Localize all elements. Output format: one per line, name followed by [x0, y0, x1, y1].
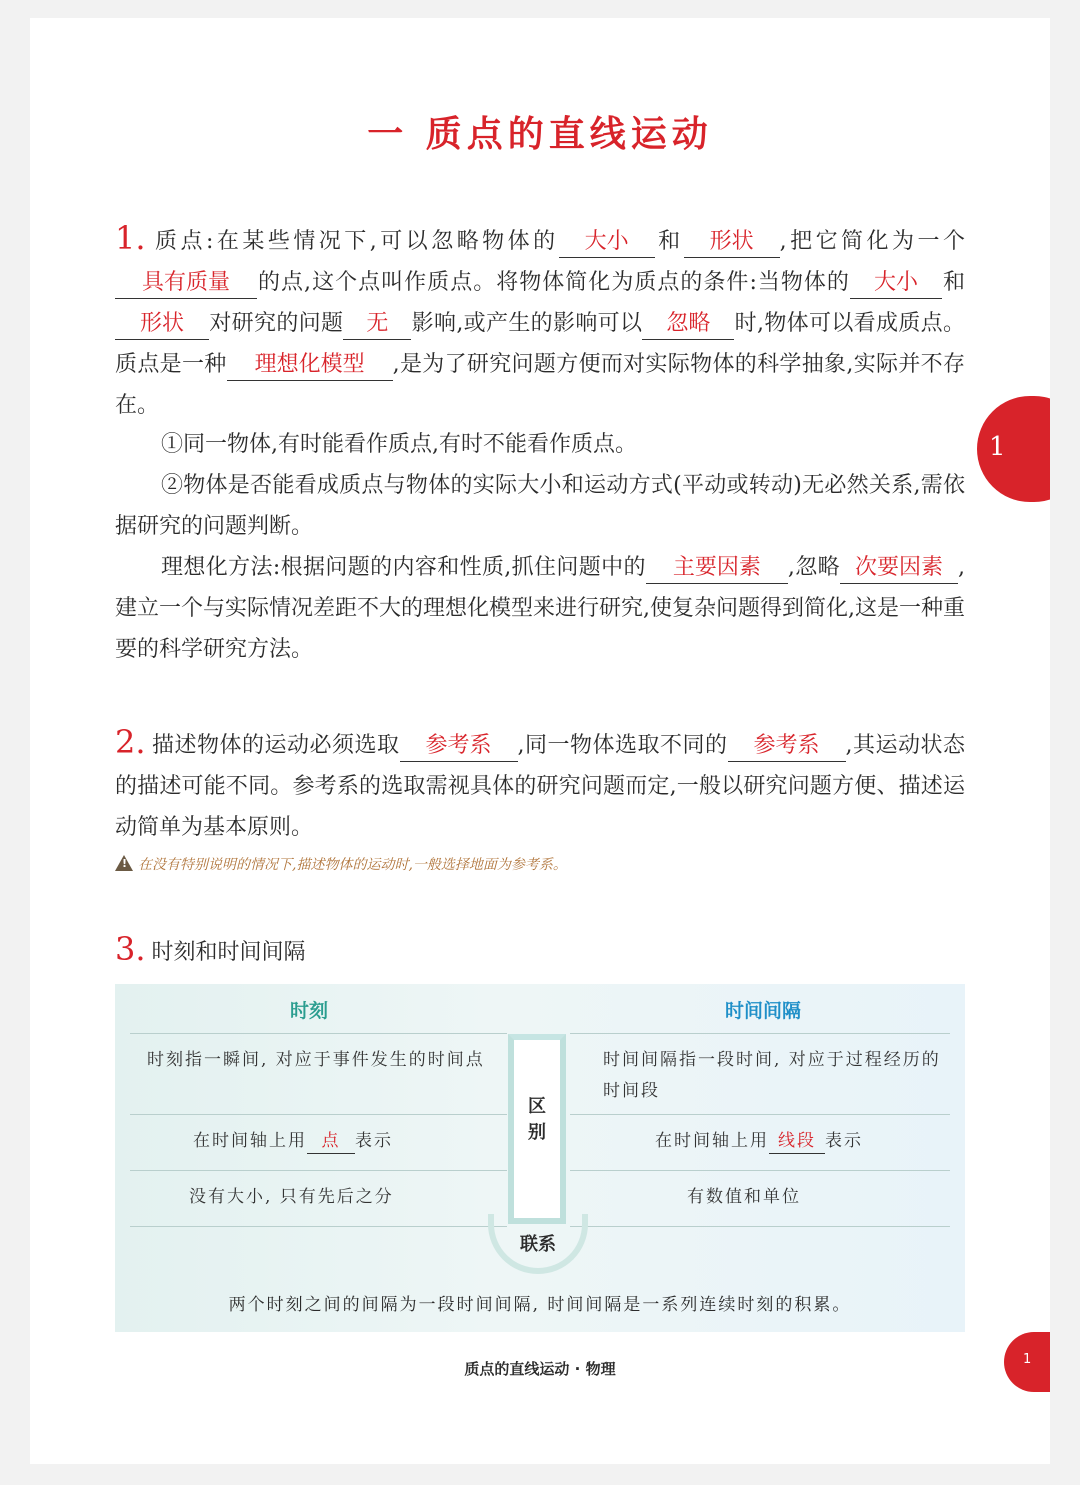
- page-footer: 质点的直线运动 · 物理: [464, 1360, 616, 1378]
- section-3-heading: [115, 930, 306, 968]
- right-column-head: 时间间隔: [725, 1000, 802, 1022]
- text: 和: [654, 229, 684, 254]
- right-row-2: [655, 1126, 863, 1157]
- link-description: 两个时刻之间的间隔为一段时间间隔, 时间间隔是一系列连续时刻的积累。: [228, 1295, 852, 1315]
- section-2-paragraph: [115, 722, 965, 848]
- answer-blank: 点: [307, 1129, 355, 1154]
- divider: [570, 1033, 950, 1034]
- divider: [130, 1114, 507, 1115]
- answer-blank: 形状: [684, 227, 780, 258]
- page: [30, 18, 1050, 1464]
- text: ,忽略: [787, 555, 840, 580]
- answer-blank: 大小: [850, 268, 942, 299]
- text: 描述物体的运动必须选取: [151, 733, 400, 758]
- chapter-tab: [977, 396, 1050, 502]
- tip-text: 在没有特别说明的情况下,描述物体的运动时,一般选择地面为参考系。: [138, 857, 567, 873]
- divider: [570, 1114, 950, 1115]
- warning-icon: [115, 855, 133, 871]
- answer-blank: 理想化模型: [227, 350, 393, 381]
- section-1-paragraph: [115, 218, 965, 426]
- answer-blank: 线段: [769, 1129, 825, 1154]
- answer-blank: 忽略: [642, 309, 734, 340]
- text: ,同一物体选取不同的: [517, 733, 728, 758]
- text: ,把它简化为一个: [779, 229, 965, 254]
- comparison-table: [115, 984, 965, 1332]
- answer-blank: 具有质量: [115, 268, 257, 299]
- divider: [570, 1170, 950, 1171]
- divider: [570, 1226, 950, 1227]
- answer-blank: 大小: [559, 227, 655, 258]
- text: ,其运动状态的描述可能不同。参考系的选取需视具体的研究问题而定,一般以研究问题方便、描述运动简单为基本原则。: [115, 733, 965, 840]
- page-title: 一 质点的直线运动: [367, 113, 713, 155]
- tip-note: [115, 854, 567, 874]
- text: 和: [941, 270, 965, 295]
- text: 的点,这个点叫作质点。将物体简化为质点的条件:当物体的: [257, 270, 850, 295]
- section-number: 3.: [115, 930, 146, 968]
- divider: [130, 1170, 507, 1171]
- divider: [130, 1226, 507, 1227]
- answer-blank: 主要因素: [646, 553, 788, 584]
- link-label: 联系: [520, 1234, 556, 1255]
- left-row-1: 时刻指一瞬间, 对应于事件发生的时间点: [147, 1050, 485, 1070]
- text: 对研究的问题: [209, 311, 344, 336]
- answer-blank: 参考系: [400, 731, 518, 762]
- text: ,是为了研究问题方便而对实际物体的科学抽象,实际并不存在。: [115, 352, 965, 418]
- chapter-tab-number: 1: [989, 432, 1006, 462]
- text: 质点:在某些情况下,可以忽略物体的: [151, 229, 559, 254]
- text: ,建立一个与实际情况差距不大的理想化模型来进行研究,使复杂问题得到简化,这是一种重要的科学研究方法。: [115, 555, 965, 662]
- text: 在时间轴上用: [655, 1131, 769, 1151]
- divider: [130, 1033, 507, 1034]
- left-row-2: [193, 1126, 393, 1157]
- right-row-3: 有数值和单位: [687, 1187, 801, 1207]
- text: 表示: [825, 1131, 863, 1151]
- difference-label: 区别: [528, 1096, 546, 1143]
- answer-blank: 参考系: [728, 731, 846, 762]
- text: 在时间轴上用: [193, 1131, 307, 1151]
- note-1: ①同一物体,有时能看作质点,有时不能看作质点。: [161, 432, 637, 457]
- method-paragraph: [115, 547, 965, 670]
- page-number-badge: [1004, 1332, 1050, 1392]
- left-column-head: 时刻: [290, 1000, 329, 1022]
- section-number: 2.: [115, 723, 146, 761]
- answer-blank: 形状: [115, 309, 209, 340]
- right-row-1: 时间间隔指一段时间, 对应于过程经历的时间段: [603, 1050, 941, 1101]
- page-number: 1: [1023, 1352, 1032, 1367]
- text: 表示: [355, 1131, 393, 1151]
- text: 理想化方法:根据问题的内容和性质,抓住问题中的: [161, 555, 646, 580]
- answer-blank: 无: [343, 309, 411, 340]
- left-row-3: 没有大小, 只有先后之分: [189, 1187, 394, 1207]
- note-2: ②物体是否能看成质点与物体的实际大小和运动方式(平动或转动)无必然关系,需依据研究的问题判断。: [115, 473, 965, 539]
- section-number: 1.: [115, 219, 146, 257]
- answer-blank: 次要因素: [840, 553, 958, 584]
- heading-text: 时刻和时间间隔: [151, 940, 306, 965]
- text: 影响,或产生的影响可以: [411, 311, 643, 336]
- text: 时,物体可以看成质点。质点是一种: [115, 311, 965, 377]
